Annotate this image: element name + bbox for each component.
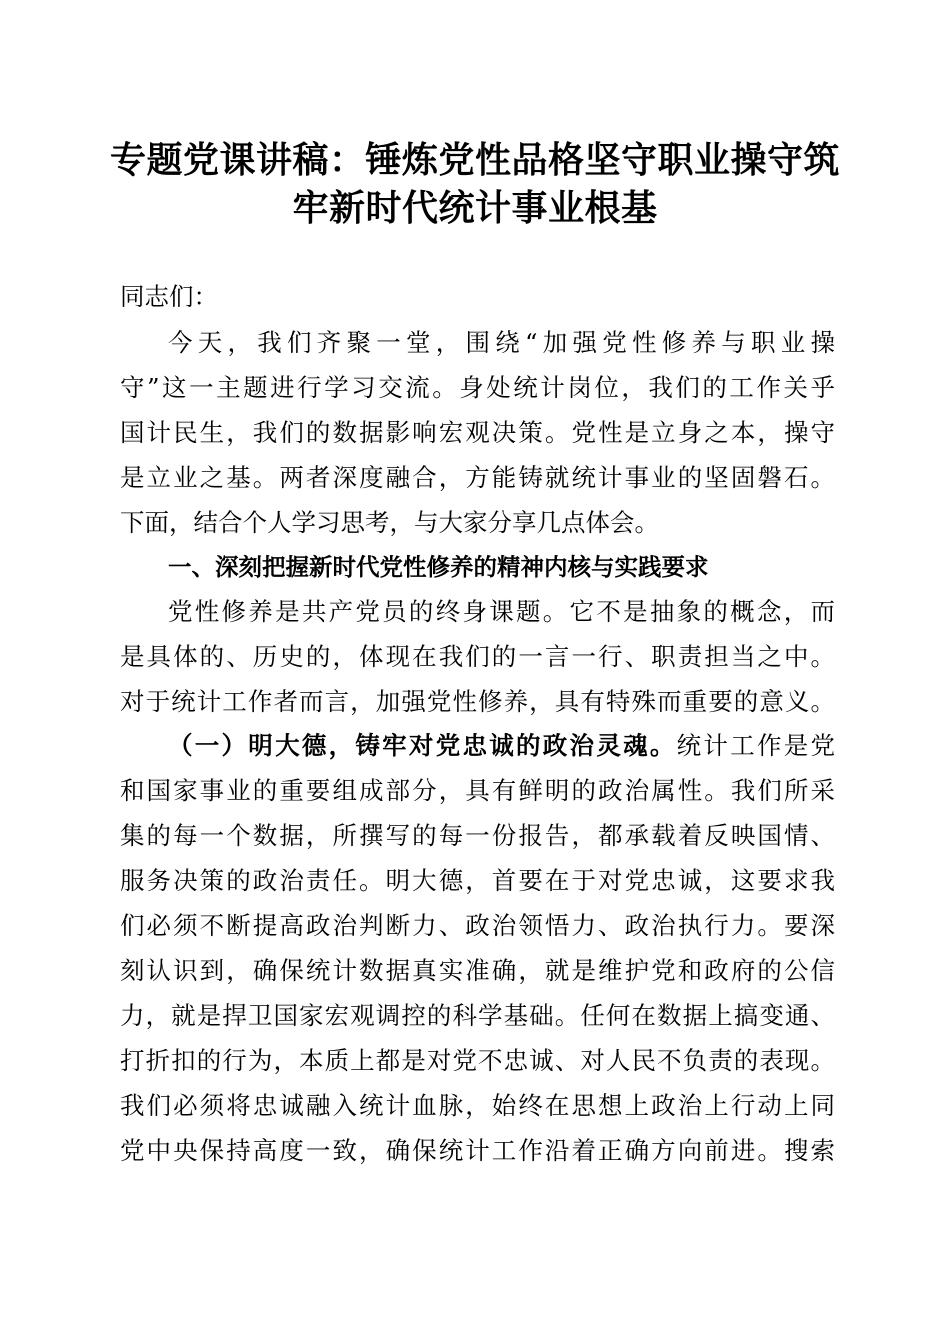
intro-line: 是立业之基。两者深度融合，方能铸就统计事业的坚固磐石。	[120, 463, 835, 492]
salutation: 同志们：	[120, 282, 218, 311]
subsection-1-line: 和国家事业的重要组成部分，具有鲜明的政治属性。我们所采	[120, 776, 835, 805]
subsection-1-line: 们必须不断提高政治判断力、政治领悟力、政治执行力。要深	[120, 911, 835, 940]
intro-line: 下面，结合个人学习思考，与大家分享几点体会。	[120, 508, 659, 537]
intro-line: 守”这一主题进行学习交流。身处统计岗位，我们的工作关乎	[120, 373, 835, 402]
section-1-line: 是具体的、历史的，体现在我们的一言一行、职责担当之中。	[120, 642, 835, 671]
subsection-1-line: 打折扣的行为，本质上都是对党不忠诚、对人民不负责的表现。	[120, 1046, 835, 1075]
intro-line: 今天，我们齐聚一堂，围绕“加强党性修养与职业操	[168, 328, 835, 357]
document-title-line-1: 专题党课讲稿：锤炼党性品格坚守职业操守筑	[110, 139, 841, 181]
section-1-line: 党性修养是共产党员的终身课题。它不是抽象的概念，而	[168, 597, 835, 626]
document-title-line-2: 牢新时代统计事业根基	[292, 187, 658, 229]
subsection-1-first-rest: 统计工作是党	[676, 731, 836, 760]
subsection-1-line: 服务决策的政治责任。明大德，首要在于对党忠诚，这要求我	[120, 866, 835, 895]
section-1-line: 对于统计工作者而言，加强党性修养，具有特殊而重要的意义。	[120, 687, 835, 716]
intro-line: 国计民生，我们的数据影响宏观决策。党性是立身之本，操守	[120, 418, 835, 447]
subsection-1-line: 党中央保持高度一致，确保统计工作沿着正确方向前进。搜索	[120, 1136, 835, 1165]
subsection-1-line: 集的每一个数据，所撰写的每一份报告，都承载着反映国情、	[120, 821, 835, 850]
subsection-1-lead: （一）明大德，铸牢对党忠诚的政治灵魂。	[168, 731, 677, 760]
subsection-1-line: 我们必须将忠诚融入统计血脉，始终在思想上政治上行动上同	[120, 1091, 835, 1120]
subsection-1-first-line	[168, 721, 835, 771]
section-1-heading: 一、深刻把握新时代党性修养的精神内核与实践要求	[168, 553, 709, 581]
subsection-1-line: 力，就是捍卫国家宏观调控的科学基础。任何在数据上搞变通、	[120, 1001, 835, 1030]
subsection-1-line: 刻认识到，确保统计数据真实准确，就是维护党和政府的公信	[120, 956, 835, 985]
